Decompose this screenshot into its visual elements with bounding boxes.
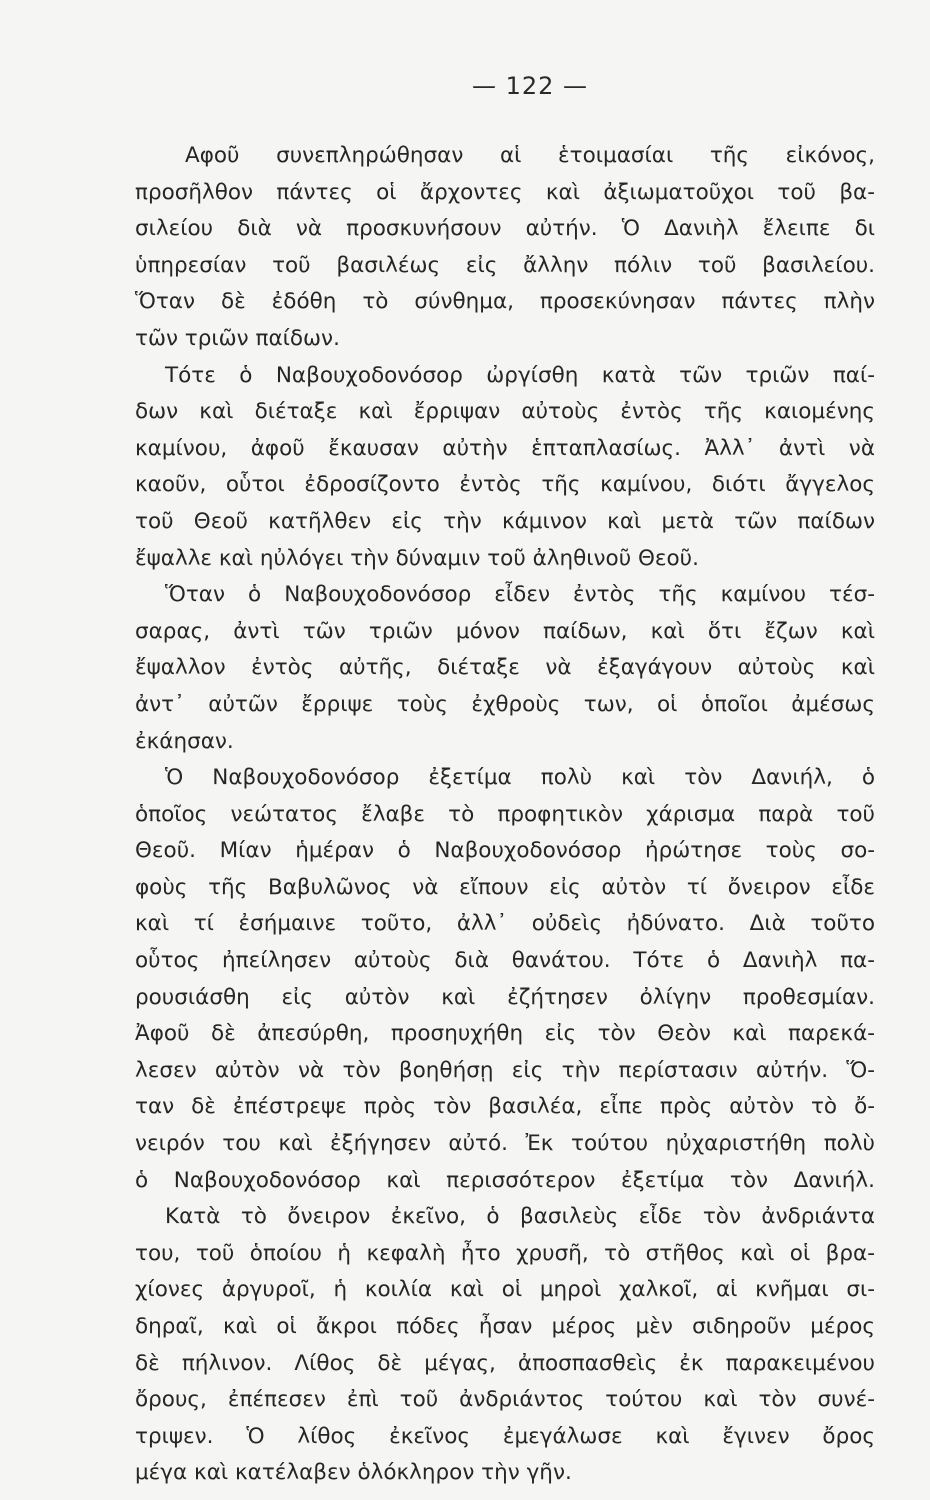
text-line: ταν δὲ ἐπέστρεψε πρὸς τὸν βασιλέα, εἶπε πρὸς αὐτὸν τὸ ὄ- xyxy=(135,1094,875,1120)
text-line: ἔψαλλον ἐντὸς αὐτῆς, διέταξε νὰ ἐξαγάγουν αὐτοὺς καὶ xyxy=(135,655,875,681)
text-line: τριψεν. Ὁ λίθος ἐκεῖνος ἐμεγάλωσε καὶ ἔγινεν ὄρος xyxy=(135,1423,875,1449)
paragraph xyxy=(135,358,875,578)
page-number: — 122 — xyxy=(471,72,589,100)
text-line: Κατὰ τὸ ὄνειρον ἐκεῖνο, ὁ βασιλεὺς εἶδε τὸν ἀνδριάντα xyxy=(165,1204,875,1230)
text-line: σαρας, ἀντὶ τῶν τριῶν μόνον παίδων, καὶ ὅτι ἔζων καὶ xyxy=(135,618,875,644)
text-line: Τότε ὁ Ναβουχοδονόσορ ὠργίσθη κατὰ τῶν τριῶν παί- xyxy=(165,362,875,388)
text-line: ἀντ᾽ αὐτῶν ἔρριψε τοὺς ἐχθροὺς των, οἱ ὁποῖοι ἀμέσως xyxy=(135,691,875,717)
text-line: νειρόν του καὶ ἐξήγησεν αὐτό. Ἐκ τούτου ηὐχαριστήθη πολὺ xyxy=(135,1131,875,1157)
text-line: ὄρους, ἐπέπεσεν ἐπὶ τοῦ ἀνδριάντος τούτου καὶ τὸν συνέ- xyxy=(135,1387,875,1413)
text-line: δὲ πήλινον. Λίθος δὲ μέγας, ἀποσπασθεὶς ἐκ παρακειμένου xyxy=(135,1350,875,1376)
text-line: ὁ Ναβουχοδονόσορ καὶ περισσότερον ἐξετίμα τὸν Δανιήλ. xyxy=(135,1167,875,1193)
text-line: μέγα καὶ κατέλαβεν ὁλόκληρον τὴν γῆν. xyxy=(135,1460,572,1486)
text-line: σιλείου διὰ νὰ προσκυνήσουν αὐτήν. Ὁ Δανιὴλ ἔλειπε δι xyxy=(135,216,875,242)
text-line: Ἀφοῦ δὲ ἀπεσύρθη, προσηυχήθη εἰς τὸν Θεὸν καὶ παρεκά- xyxy=(135,1021,875,1047)
text-line: ὑπηρεσίαν τοῦ βασιλέως εἰς ἄλλην πόλιν τοῦ βασιλείου. xyxy=(135,252,875,278)
text-line: λεσεν αὐτὸν νὰ τὸν βοηθήσῃ εἰς τὴν περίστασιν αὐτήν. Ὅ- xyxy=(135,1057,875,1083)
text-line: ἔψαλλε καὶ ηὐλόγει τὴν δύναμιν τοῦ ἀληθινοῦ Θεοῦ. xyxy=(135,545,699,571)
text-line: Ὅταν ὁ Ναβουχοδονόσορ εἶδεν ἐντὸς τῆς καμίνου τέσ- xyxy=(165,582,875,608)
text-line: ἐκάησαν. xyxy=(135,728,234,754)
text-line: δων καὶ διέταξε καὶ ἔρριψαν αὐτοὺς ἐντὸς τῆς καιομένης xyxy=(135,399,875,425)
text-line: καὶ τί ἐσήμαινε τοῦτο, ἀλλ᾽ οὐδεὶς ἠδύνατο. Διὰ τοῦτο xyxy=(135,911,875,937)
text-line: φοὺς τῆς Βαβυλῶνος νὰ εἴπουν εἰς αὐτὸν τί ὄνειρον εἶδε xyxy=(135,874,875,900)
text-line: οὗτος ἠπείλησεν αὐτοὺς διὰ θανάτου. Τότε ὁ Δανιὴλ πα- xyxy=(135,948,875,974)
text-line: του, τοῦ ὁποίου ἡ κεφαλὴ ἦτο χρυσῆ, τὸ στῆθος καὶ οἱ βρα- xyxy=(135,1240,875,1266)
text-line: τῶν τριῶν παίδων. xyxy=(135,325,340,351)
paragraph xyxy=(135,760,875,1199)
text-line: Θεοῦ. Μίαν ἡμέραν ὁ Ναβουχοδονόσορ ἠρώτησε τοὺς σο- xyxy=(135,838,875,864)
text-line: ρουσιάσθη εἰς αὐτὸν καὶ ἐζήτησεν ὀλίγην προθεσμίαν. xyxy=(135,984,875,1010)
text-line: χίονες ἀργυροῖ, ἡ κοιλία καὶ οἱ μηροὶ χαλκοῖ, αἱ κνῆμαι σι- xyxy=(135,1277,875,1303)
paragraph xyxy=(135,138,875,358)
text-line: δηραῖ, καὶ οἱ ἄκροι πόδες ἦσαν μέρος μὲν σιδηροῦν μέρος xyxy=(135,1314,875,1339)
text-line: προσῆλθον πάντες οἱ ἄρχοντες καὶ ἀξιωματοῦχοι τοῦ βα- xyxy=(135,179,875,205)
text-line: Ὅταν δὲ ἐδόθη τὸ σύνθημα, προσεκύνησαν πάντες πλὴν xyxy=(135,289,875,315)
paragraph xyxy=(135,1199,875,1492)
text-line: καοῦν, οὗτοι ἐδροσίζοντο ἐντὸς τῆς καμίνου, διότι ἄγγελος xyxy=(135,472,875,498)
text-line: Ὁ Ναβουχοδονόσορ ἐξετίμα πολὺ καὶ τὸν Δανιήλ, ὁ xyxy=(165,765,875,791)
text-line: ὁποῖος νεώτατος ἔλαβε τὸ προφητικὸν χάρισμα παρὰ τοῦ xyxy=(135,801,875,827)
body-text xyxy=(135,138,875,1492)
text-line: τοῦ Θεοῦ κατῆλθεν εἰς τὴν κάμινον καὶ μετὰ τῶν παίδων xyxy=(135,508,875,534)
text-line: Αφοῦ συνεπληρώθησαν αἱ ἑτοιμασίαι τῆς εἰκόνος, xyxy=(185,143,875,168)
paragraph xyxy=(135,577,875,760)
text-line: καμίνου, ἀφοῦ ἔκαυσαν αὐτὴν ἑπταπλασίως. Ἀλλ᾽ ἀντὶ νὰ xyxy=(135,435,875,461)
